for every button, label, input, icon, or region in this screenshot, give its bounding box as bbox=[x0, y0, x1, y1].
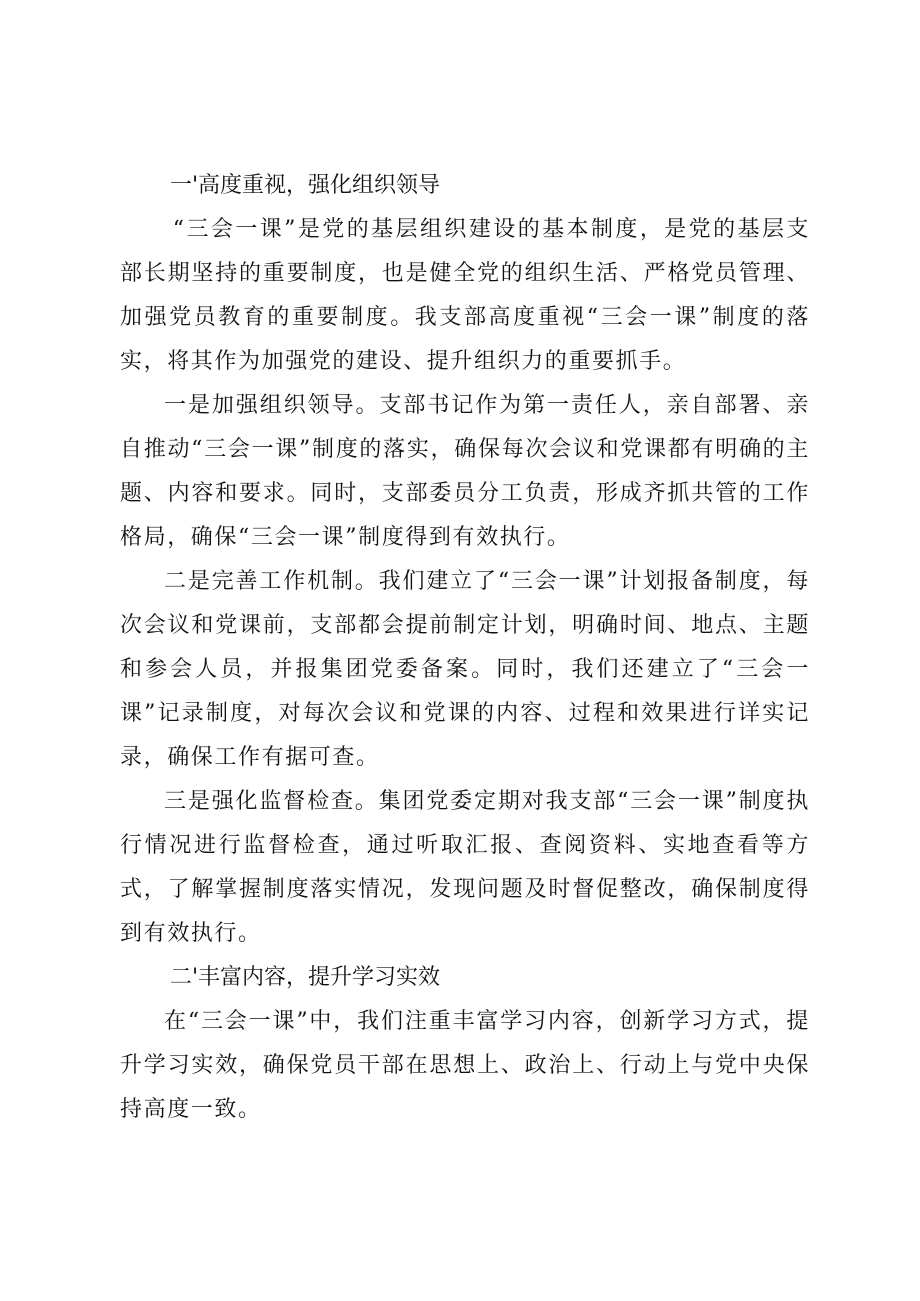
paragraph-supervision: 三是强化监督检查。集团党委定期对我支部“三会一课”制度执行情况进行监督检查，通过听取汇报、查阅资料、实地查看等方式，了解掌握制度落实情况，发现问题及时督促整改，确保制度得到有效执行。 bbox=[120, 789, 810, 946]
section-heading-2: 二'丰富内容，提升学习实效 bbox=[170, 965, 441, 990]
paragraph-organization-leadership: 一是加强组织领导。支部书记作为第一责任人，亲自部署、亲自推动“三会一课”制度的落实，确保每次会议和党课都有明确的主题、内容和要求。同时，支部委员分工负责，形成齐抓共管的工作格局，确保“三会一课”制度得到有效执行。 bbox=[120, 393, 810, 550]
paragraph-intro: “三会一课”是党的基层组织建设的基本制度，是党的基层支部长期坚持的重要制度，也是健全党的组织生活、严格党员管理、加强党员教育的重要制度。我支部高度重视“三会一课”制度的落实，将其作为加强党的建设、提升组织力的重要抓手。 bbox=[120, 217, 810, 374]
paragraph-work-mechanism: 二是完善工作机制。我们建立了“三会一课”计划报备制度，每次会议和党课前，支部都会提前制定计划，明确时间、地点、主题和参会人员，并报集团党委备案。同时，我们还建立了“三会一课”记录制度，对每次会议和党课的内容、过程和效果进行详实记录，确保工作有据可查。 bbox=[120, 569, 810, 770]
section-heading-1: 一'高度重视，强化组织领导 bbox=[170, 173, 441, 198]
document-body bbox=[120, 164, 810, 1132]
paragraph-learning: 在“三会一课”中，我们注重丰富学习内容，创新学习方式，提升学习实效，确保党员干部在思想上、政治上、行动上与党中央保持高度一致。 bbox=[120, 1009, 810, 1122]
